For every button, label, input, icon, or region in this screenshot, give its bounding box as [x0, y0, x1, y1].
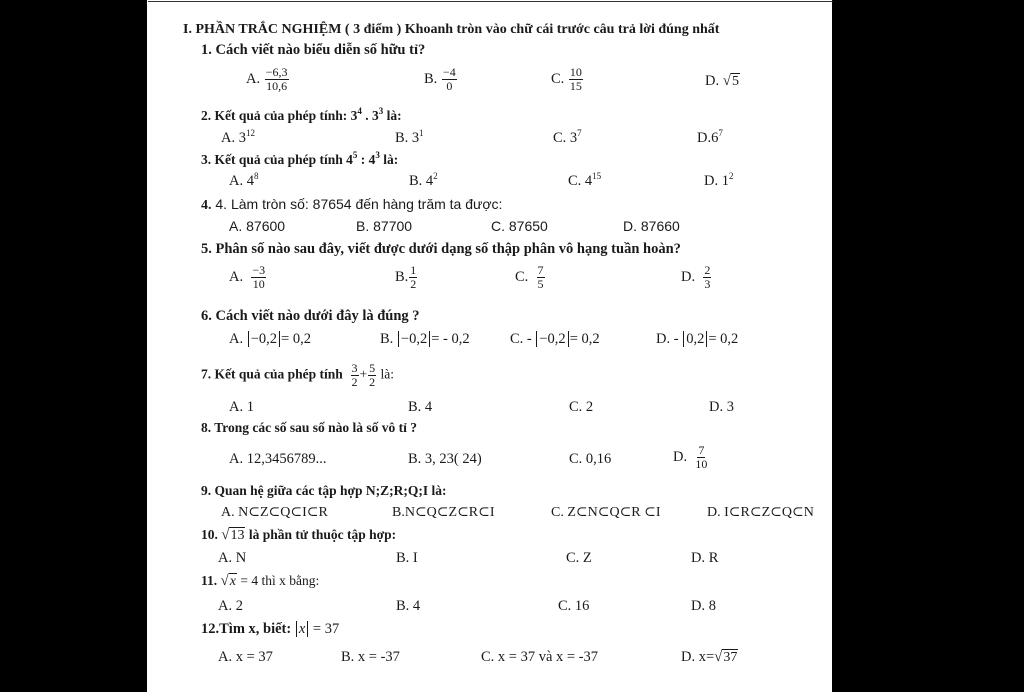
q9-option-b[interactable]: B.N⊂Q⊂Z⊂R⊂I	[392, 505, 495, 520]
q11-option-a[interactable]: A. 2	[218, 598, 243, 614]
q9-stem: 9. Quan hệ giữa các tập hợp N;Z;R;Q;I là:	[201, 483, 447, 498]
q7-option-b[interactable]: B. 4	[408, 399, 433, 415]
fraction: $\frac{5}{2}$	[369, 361, 376, 389]
top-rule	[148, 1, 833, 2]
fraction: $\frac{2}{3}$	[704, 263, 711, 291]
q11-option-c[interactable]: C. 16	[558, 598, 590, 614]
fraction: $\frac{-3}{10}$	[252, 263, 266, 291]
section-title: I. PHẦN TRẮC NGHIỆM ( 3 điểm ) Khoanh tròn vào chữ cái trước câu trả lời đúng nhất	[183, 22, 720, 37]
q7-option-d[interactable]: D. 3	[709, 399, 734, 415]
q4-option-d[interactable]: D. 87660	[623, 218, 680, 234]
q6-option-c[interactable]: C. - −0,2 = 0,2	[510, 331, 600, 347]
q10-option-a[interactable]: A. N	[218, 550, 247, 566]
q8-option-b[interactable]: B. 3, 23( 24)	[408, 451, 482, 467]
q11-stem: 11. √ x = 4 thì x bằng:	[201, 573, 320, 589]
q1-option-b[interactable]: B. $\frac{-4}{0}$	[424, 65, 456, 93]
q9-option-a[interactable]: A. N⊂Z⊂Q⊂I⊂R	[221, 505, 328, 520]
q10-stem: 10. √ 13 là phần tử thuộc tập hợp:	[201, 527, 397, 543]
q7-option-a[interactable]: A. 1	[229, 399, 254, 415]
q2-option-c[interactable]: C. $3^7$	[553, 128, 582, 146]
q1-option-a[interactable]: A. $\frac{-6,3}{10,6}$	[246, 65, 288, 93]
q12-stem: 12.Tìm x, biết: x = 37	[201, 621, 340, 637]
q6-option-d[interactable]: D. - 0,2 = 0,2	[656, 331, 739, 347]
q2-option-a[interactable]: A. $3^{12}$	[221, 128, 255, 146]
q7-stem: 7. Kết quả của phép tính $\frac{3}{2}$ + $\frac{5}{2}$ là:	[201, 361, 395, 389]
q8-stem: 8. Trong các số sau số nào là số vô tỉ ?	[201, 420, 418, 435]
fraction: $\frac{1}{2}$	[410, 263, 417, 291]
q4-option-a[interactable]: A. 87600	[229, 218, 286, 234]
q4-option-c[interactable]: C. 87650	[491, 218, 548, 234]
q6-stem: 6. Cách viết nào dưới đây là đúng ?	[201, 308, 420, 324]
fraction: $\frac{-6,3}{10,6}$	[265, 65, 288, 93]
q5-option-b[interactable]: B. $\frac{1}{2}$	[395, 263, 417, 291]
q8-option-c[interactable]: C. 0,16	[569, 451, 612, 467]
q8-option-a[interactable]: A. 12,3456789...	[229, 451, 327, 467]
q11-option-d[interactable]: D. 8	[691, 598, 716, 614]
q3-option-a[interactable]: A. $4^8$	[229, 171, 259, 189]
fraction: $\frac{7}{10}$	[695, 443, 708, 471]
fraction: $\frac{7}{5}$	[537, 263, 544, 291]
q10-option-d[interactable]: D. R	[691, 550, 719, 566]
q8-option-d[interactable]: D. $\frac{7}{10}$	[673, 443, 708, 471]
q9-option-c[interactable]: C. Z⊂N⊂Q⊂R ⊂I	[551, 505, 661, 520]
q6-option-a[interactable]: A. −0,2 = 0,2	[229, 331, 311, 347]
q6-option-b[interactable]: B. −0,2 = - 0,2	[380, 331, 470, 347]
q7-option-c[interactable]: C. 2	[569, 399, 594, 415]
q1-stem: 1. Cách viết nào biểu diễn số hữu tỉ?	[201, 42, 426, 58]
square-root: √ x	[220, 573, 236, 589]
q10-option-c[interactable]: C. Z	[566, 550, 592, 566]
q3-option-b[interactable]: B. $4^2$	[409, 171, 438, 189]
q12-option-b[interactable]: B. x = -37	[341, 649, 400, 665]
q4-stem: 4. 4. Làm tròn số: 87654 đến hàng trăm ta được:	[201, 196, 503, 213]
q4-option-b[interactable]: B. 87700	[356, 218, 413, 234]
q3-stem: 3. Kết quả của phép tính $4^5$ : $4^3$ là:	[201, 150, 399, 167]
q5-option-c[interactable]: C. $\frac{7}{5}$	[515, 263, 544, 291]
fraction: $\frac{3}{2}$	[351, 361, 358, 389]
q1-option-d[interactable]: D. √ 5	[705, 73, 739, 89]
q9-option-d[interactable]: D. I⊂R⊂Z⊂Q⊂N	[707, 505, 814, 520]
q1-option-c[interactable]: C. $\frac{10}{15}$	[551, 65, 582, 93]
q12-option-c[interactable]: C. x = 37 và x = -37	[481, 649, 599, 665]
q2-option-b[interactable]: B. $3^1$	[395, 128, 424, 146]
fraction: $\frac{10}{15}$	[569, 65, 582, 93]
q12-option-a[interactable]: A. x = 37	[218, 649, 273, 665]
q5-option-a[interactable]: A. $\frac{-3}{10}$	[229, 263, 266, 291]
q3-option-c[interactable]: C. $4^{15}$	[568, 171, 602, 189]
q3-option-d[interactable]: D. $1^2$	[704, 171, 734, 189]
q10-option-b[interactable]: B. I	[396, 550, 418, 566]
square-root: √ 37	[714, 649, 738, 665]
q5-stem: 5. Phân số nào sau đây, viết được dưới dạng số thập phân vô hạng tuần hoàn?	[201, 241, 681, 257]
q12-option-d[interactable]: D. x= √ 37	[681, 649, 738, 665]
square-root: √ 13	[221, 527, 245, 543]
fraction: $\frac{-4}{0}$	[442, 65, 456, 93]
q11-option-b[interactable]: B. 4	[396, 598, 421, 614]
q5-option-d[interactable]: D. $\frac{2}{3}$	[681, 263, 711, 291]
q2-option-d[interactable]: $D.6^7$	[697, 128, 723, 146]
q2-stem: 2. Kết quả của phép tính: $3^4$ . $3^3$ là:	[201, 106, 402, 123]
square-root: √ 5	[722, 73, 739, 89]
